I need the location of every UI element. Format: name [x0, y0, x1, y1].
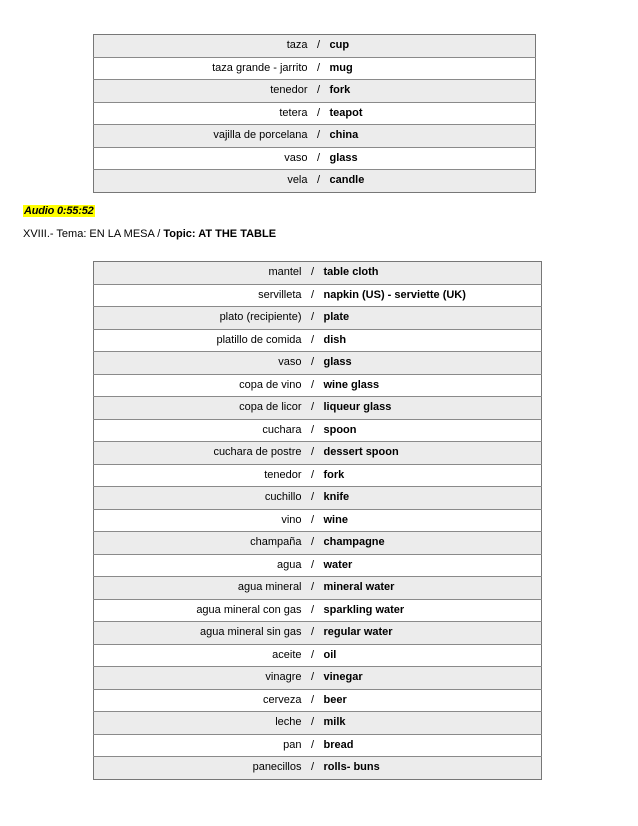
english-term: glass	[326, 147, 536, 170]
spanish-term: vaso	[94, 352, 306, 375]
table-row	[94, 329, 542, 352]
spanish-term: agua mineral con gas	[94, 599, 306, 622]
table-row	[94, 509, 542, 532]
separator: /	[306, 599, 320, 622]
spanish-term: taza	[94, 35, 312, 58]
spanish-term: cuchara de postre	[94, 442, 306, 465]
spanish-term: copa de vino	[94, 374, 306, 397]
spanish-term: aceite	[94, 644, 306, 667]
table-row	[94, 644, 542, 667]
separator: /	[312, 147, 326, 170]
english-term: rolls- buns	[320, 757, 542, 780]
english-term: candle	[326, 170, 536, 193]
separator: /	[306, 284, 320, 307]
english-term: vinegar	[320, 667, 542, 690]
table-row	[94, 757, 542, 780]
english-term: sparkling water	[320, 599, 542, 622]
english-term: fork	[326, 80, 536, 103]
spanish-term: panecillos	[94, 757, 306, 780]
audio-timestamp-label: Audio 0:55:52	[24, 205, 94, 217]
table-row	[94, 419, 542, 442]
english-term: milk	[320, 712, 542, 735]
separator: /	[312, 80, 326, 103]
table-row	[94, 712, 542, 735]
table-row	[94, 599, 542, 622]
separator: /	[306, 622, 320, 645]
table-row	[94, 35, 536, 58]
spanish-term: plato (recipiente)	[94, 307, 306, 330]
spanish-term: agua mineral sin gas	[94, 622, 306, 645]
spanish-term: tenedor	[94, 464, 306, 487]
english-term: napkin (US) - serviette (UK)	[320, 284, 542, 307]
table-row	[94, 307, 542, 330]
english-term: table cloth	[320, 262, 542, 285]
table-row	[94, 487, 542, 510]
english-term: beer	[320, 689, 542, 712]
spanish-term: mantel	[94, 262, 306, 285]
section-heading-prefix: XVIII.- Tema: EN LA MESA /	[23, 228, 164, 240]
separator: /	[306, 329, 320, 352]
table-row	[94, 622, 542, 645]
spanish-term: tetera	[94, 102, 312, 125]
spanish-term: vino	[94, 509, 306, 532]
spanish-term: vela	[94, 170, 312, 193]
separator: /	[306, 442, 320, 465]
separator: /	[306, 509, 320, 532]
table-row	[94, 442, 542, 465]
separator: /	[312, 102, 326, 125]
separator: /	[312, 57, 326, 80]
table-row	[94, 262, 542, 285]
english-term: china	[326, 125, 536, 148]
section-heading-topic: Topic: AT THE TABLE	[163, 228, 277, 240]
separator: /	[306, 532, 320, 555]
table-row	[94, 577, 542, 600]
english-term: dish	[320, 329, 542, 352]
separator: /	[312, 170, 326, 193]
spanish-term: copa de licor	[94, 397, 306, 420]
spanish-term: vinagre	[94, 667, 306, 690]
english-term: teapot	[326, 102, 536, 125]
separator: /	[306, 352, 320, 375]
separator: /	[306, 644, 320, 667]
table-row	[94, 667, 542, 690]
spanish-term: agua	[94, 554, 306, 577]
separator: /	[306, 757, 320, 780]
separator: /	[306, 307, 320, 330]
separator: /	[306, 464, 320, 487]
spanish-term: champaña	[94, 532, 306, 555]
table-row	[94, 374, 542, 397]
spanish-term: cuchillo	[94, 487, 306, 510]
english-term: dessert spoon	[320, 442, 542, 465]
separator: /	[312, 125, 326, 148]
spanish-term: platillo de comida	[94, 329, 306, 352]
english-term: plate	[320, 307, 542, 330]
separator: /	[306, 374, 320, 397]
separator: /	[306, 577, 320, 600]
english-term: regular water	[320, 622, 542, 645]
separator: /	[306, 487, 320, 510]
spanish-term: pan	[94, 734, 306, 757]
table-row	[94, 734, 542, 757]
separator: /	[306, 734, 320, 757]
spanish-term: servilleta	[94, 284, 306, 307]
english-term: mineral water	[320, 577, 542, 600]
separator: /	[306, 712, 320, 735]
english-term: mug	[326, 57, 536, 80]
table-row	[94, 554, 542, 577]
separator: /	[312, 35, 326, 58]
spanish-term: taza grande - jarrito	[94, 57, 312, 80]
table-row	[94, 125, 536, 148]
table-row	[94, 170, 536, 193]
spanish-term: agua mineral	[94, 577, 306, 600]
spanish-term: cuchara	[94, 419, 306, 442]
spanish-term: leche	[94, 712, 306, 735]
english-term: knife	[320, 487, 542, 510]
separator: /	[306, 554, 320, 577]
separator: /	[306, 689, 320, 712]
table-row	[94, 147, 536, 170]
spanish-term: vajilla de porcelana	[94, 125, 312, 148]
table-row	[94, 80, 536, 103]
spanish-term: vaso	[94, 147, 312, 170]
english-term: spoon	[320, 419, 542, 442]
english-term: water	[320, 554, 542, 577]
table-row	[94, 284, 542, 307]
table-row	[94, 532, 542, 555]
separator: /	[306, 397, 320, 420]
english-term: cup	[326, 35, 536, 58]
table-row	[94, 464, 542, 487]
english-term: wine	[320, 509, 542, 532]
english-term: champagne	[320, 532, 542, 555]
vocabulary-table-tableware	[93, 34, 536, 193]
separator: /	[306, 419, 320, 442]
english-term: liqueur glass	[320, 397, 542, 420]
vocabulary-table-at-the-table	[93, 261, 542, 780]
english-term: fork	[320, 464, 542, 487]
spanish-term: tenedor	[94, 80, 312, 103]
table-row	[94, 352, 542, 375]
english-term: wine glass	[320, 374, 542, 397]
table-row	[94, 397, 542, 420]
separator: /	[306, 262, 320, 285]
english-term: oil	[320, 644, 542, 667]
english-term: glass	[320, 352, 542, 375]
separator: /	[306, 667, 320, 690]
spanish-term: cerveza	[94, 689, 306, 712]
english-term: bread	[320, 734, 542, 757]
section-heading	[23, 228, 276, 240]
table-row	[94, 57, 536, 80]
table-row	[94, 102, 536, 125]
table-row	[94, 689, 542, 712]
